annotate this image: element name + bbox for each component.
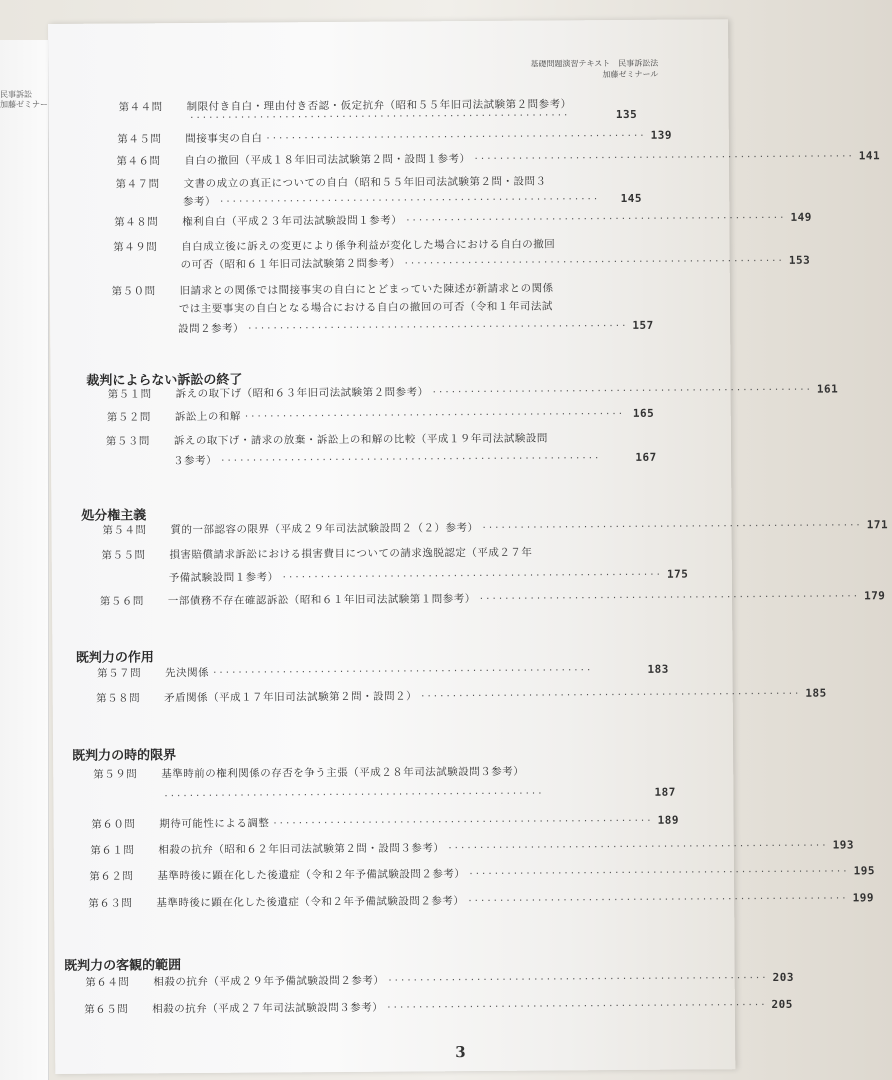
- entry-page-number: 187: [654, 785, 676, 799]
- entry-number: 第５４問: [102, 524, 147, 537]
- section-heading: 裁判によらない訴訟の終了: [86, 372, 243, 389]
- header-title: 基礎問題演習テキスト 民事訴訟法: [530, 58, 659, 69]
- entry-page-number: 157: [632, 318, 654, 332]
- adjacent-header-line: 民事訴訟: [0, 90, 32, 99]
- toc-entry: [107, 382, 839, 402]
- toc-entry-continuation: [113, 253, 811, 273]
- toc-entry-continuation: [101, 567, 689, 586]
- entry-page-number: 165: [632, 406, 655, 420]
- toc-entry: [113, 236, 644, 255]
- dot-leader: ····························································: [388, 971, 769, 987]
- entry-title: 相殺の抗弁（平成２７年司法試験設問３参考）: [152, 1001, 384, 1016]
- entry-title: 文書の成立の真正についての自白（昭和５５年旧司法試験第２問・設問３: [183, 175, 547, 191]
- toc-entry: [112, 280, 648, 299]
- entry-title: 訴えの取下げ（昭和６３年旧司法試験第２問参考）: [175, 386, 429, 401]
- dot-leader: ····························································: [213, 664, 594, 679]
- dot-leader: ····························································: [404, 254, 785, 270]
- entry-number: 第６３問: [88, 897, 133, 910]
- entry-title: 訴えの取下げ・請求の放棄・訴訟上の和解の比較（平成１９年司法試験設問: [173, 432, 548, 448]
- entry-title: 矛盾関係（平成１７年旧司法試験第２問・設問２）: [164, 690, 418, 705]
- entry-page-number: 199: [852, 891, 874, 905]
- toc-entry: [116, 173, 641, 192]
- dot-leader: ····························································: [219, 193, 601, 208]
- entry-title: 設問２参考）: [178, 322, 245, 336]
- entry-number: 第４７問: [115, 178, 160, 191]
- toc-entry-continuation: [118, 108, 637, 125]
- entry-title: 一部債務不存在確認訴訟（昭和６１年旧司法試験第１問参考）: [167, 593, 476, 608]
- entry-number: 第４５問: [117, 133, 162, 146]
- entry-number: 第５８問: [96, 692, 141, 705]
- dot-leader: ····························································: [469, 865, 850, 881]
- toc-entry: [84, 997, 793, 1017]
- entry-title: 訴訟上の和解: [174, 410, 241, 424]
- entry-title: では主要事実の自白となる場合における自白の撤回の可否（令和１年司法試: [178, 300, 553, 316]
- entry-page-number: 167: [635, 450, 657, 464]
- dot-leader: ····························································: [164, 787, 545, 803]
- entry-page-number: 171: [866, 518, 889, 532]
- toc-entry: [85, 970, 794, 990]
- toc-entry: [91, 813, 677, 832]
- document-page: [48, 19, 889, 1074]
- entry-title: 相殺の抗弁（平成２９年予備試験設問２参考）: [153, 974, 385, 989]
- entry-number: 第５１問: [107, 388, 152, 401]
- toc-entry: [96, 686, 827, 706]
- dot-leader: ····························································: [474, 150, 855, 166]
- entry-page-number: 185: [805, 686, 827, 700]
- section-heading: 処分権主義: [81, 508, 147, 524]
- entry-title: 権利自白（平成２３年司法試験設問１参考）: [182, 214, 403, 229]
- toc-entry: [89, 864, 876, 884]
- entry-page-number: 183: [647, 662, 669, 676]
- dot-leader: ····························································: [432, 383, 813, 399]
- dot-leader: ····························································: [273, 814, 654, 830]
- entry-page-number: 193: [832, 838, 854, 852]
- entry-number: 第５９問: [93, 768, 138, 781]
- dot-leader: ····························································: [282, 568, 663, 584]
- entry-number: 第５０問: [111, 285, 156, 298]
- toc-entry-continuation: [111, 298, 648, 317]
- entry-page-number: 149: [790, 210, 812, 224]
- entry-number: 第５７問: [97, 667, 142, 680]
- dot-leader: ····························································: [468, 892, 849, 908]
- toc-entry: [90, 838, 854, 858]
- section-heading: 既判力の客観的範囲: [64, 958, 182, 974]
- entry-page-number: 153: [788, 253, 811, 267]
- entry-title: 自白の撤回（平成１８年旧司法試験第２問・設問１参考）: [184, 153, 471, 168]
- toc-entry-continuation: [105, 450, 657, 469]
- toc-entry-continuation: [115, 191, 642, 210]
- entry-page-number: 161: [816, 382, 839, 396]
- entry-number: 第５５問: [101, 549, 146, 562]
- entry-number: 第６０問: [91, 818, 136, 831]
- entry-title: 基準時後に顕在化した後遺症（令和２年予備試験設問２参考）: [156, 895, 465, 910]
- header-publisher: 加藤ゼミナール: [602, 69, 659, 80]
- entry-number: 第６４問: [85, 976, 130, 989]
- page-number: 3: [455, 1043, 466, 1062]
- toc-entry: [88, 891, 874, 911]
- toc-entry: [107, 406, 655, 425]
- entry-page-number: 179: [863, 589, 886, 603]
- toc-entry-continuation: [92, 786, 676, 803]
- entry-title: 損害賠償請求訴訟における損害費目についての請求逸脱認定（平成２７年: [169, 546, 533, 562]
- dot-leader: ····························································: [406, 211, 787, 227]
- entry-number: 第４６問: [116, 155, 161, 168]
- entry-number: 第５３問: [105, 435, 150, 448]
- entry-page-number: 175: [666, 567, 689, 581]
- entry-page-number: 135: [615, 107, 638, 122]
- dot-leader: ····························································: [190, 109, 571, 125]
- entry-title: 基準時後に顕在化した後遺症（令和２年予備試験設問２参考）: [157, 868, 466, 883]
- toc-entry-continuation: [110, 318, 654, 337]
- entry-number: 第６１問: [90, 844, 135, 857]
- dot-leader: ····························································: [387, 999, 768, 1014]
- toc-entry: [117, 128, 673, 147]
- entry-page-number: 145: [620, 191, 643, 206]
- entry-number: 第６５問: [84, 1003, 129, 1016]
- entry-title: 参考）: [182, 195, 217, 209]
- dot-leader: ····························································: [482, 519, 863, 534]
- toc-entry: [97, 662, 669, 681]
- entry-title: 質的一部認容の限界（平成２９年司法試験設問２（２）参考）: [170, 522, 479, 537]
- entry-title: 期待可能性による調整: [159, 817, 270, 831]
- toc-entry: [102, 518, 889, 538]
- entry-title: 制限付き自白・理由付き否認・仮定抗弁（昭和５５年旧司法試験第２問参考）: [186, 98, 572, 114]
- entry-title: 相殺の抗弁（昭和６２年旧司法試験第２問・設問３参考）: [158, 842, 445, 857]
- toc-entry: [114, 210, 812, 230]
- entry-number: 第６２問: [89, 870, 134, 883]
- entry-title: ３参考）: [173, 454, 218, 468]
- entry-page-number: 139: [650, 128, 673, 142]
- entry-page-number: 141: [858, 149, 881, 163]
- entry-number: 第５６問: [99, 595, 144, 608]
- entry-title: 旧請求との関係では間接事実の自白にとどまっていた陳述が新請求との関係: [179, 282, 554, 298]
- toc-entry: [93, 763, 674, 782]
- entry-title: 間接事実の自白: [185, 132, 263, 146]
- adjacent-page-header: [0, 90, 48, 110]
- entry-title: の可否（昭和６１年旧司法試験第２問参考）: [180, 257, 401, 272]
- running-header: [530, 58, 658, 81]
- section-heading: 既判力の時的限界: [72, 748, 177, 764]
- entry-title: 予備試験設問１参考）: [168, 571, 279, 585]
- toc-entry: [106, 430, 656, 449]
- entry-number: 第４４問: [118, 101, 163, 114]
- entry-page-number: 195: [853, 864, 876, 878]
- dot-leader: ····························································: [248, 319, 629, 335]
- entry-number: 第４９問: [113, 241, 158, 254]
- entry-title: 基準時前の権利関係の存否を争う主張（平成２８年司法試験設問３参考）: [161, 765, 525, 781]
- dot-leader: ····························································: [221, 452, 602, 467]
- dot-leader: ····························································: [266, 129, 647, 145]
- dot-leader: ····························································: [448, 839, 829, 855]
- toc-entry: [116, 149, 881, 169]
- entry-number: 第４８問: [114, 216, 159, 229]
- dot-leader: ····························································: [421, 687, 802, 703]
- entry-page-number: 203: [772, 970, 794, 984]
- adjacent-header-line: 加藤ゼミナー: [0, 100, 48, 109]
- dot-leader: ····························································: [244, 407, 626, 423]
- entry-page-number: 205: [771, 997, 793, 1011]
- entry-page-number: 189: [657, 813, 679, 827]
- toc-entry: [99, 589, 886, 609]
- toc-entry: [101, 544, 662, 563]
- section-heading: 既判力の作用: [75, 650, 154, 666]
- adjacent-page: [0, 40, 49, 1080]
- entry-title: 先決関係: [165, 666, 210, 680]
- entry-title: 自白成立後に訴えの変更により係争利益が変化した場合における自白の撤回: [181, 238, 556, 254]
- dot-leader: ····························································: [479, 590, 861, 605]
- entry-number: 第５２問: [106, 411, 151, 424]
